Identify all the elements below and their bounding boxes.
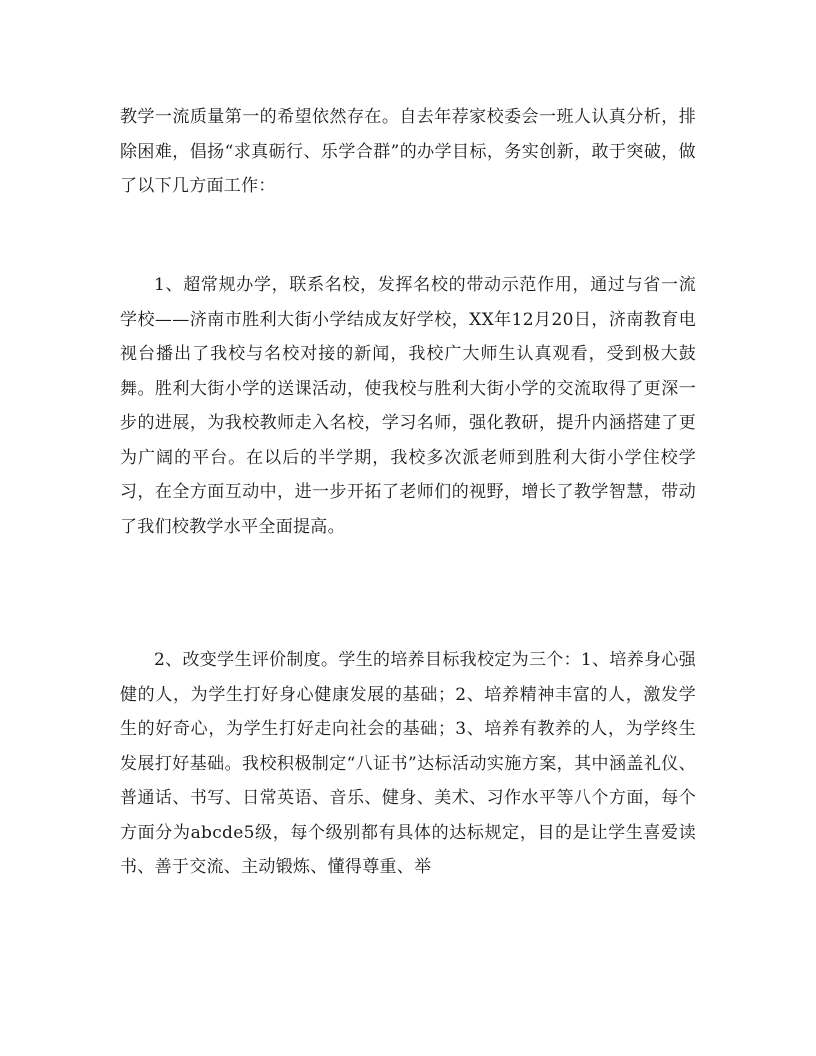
paragraph-item-1 <box>120 268 696 544</box>
paragraph-continuation <box>120 100 696 204</box>
paragraph-item-2 <box>120 643 696 885</box>
paragraph-text: 2、改变学生评价制度。学生的培养目标我校定为三个：1、培养身心强健的人，为学生打好身心健康发展的基础；2、培养精神丰富的人，激发学生的好奇心，为学生打好走向社会的基础；3、培养有教养的人，为学终生发展打好基础。我校积极制定“八证书”达标活动实施方案，其中涵盖礼仪、普通话、书写、日常英语、音乐、健身、美术、习作水平等八个方面，每个方面分为abcde5级，每个级别都有具体的达标规定，目的是让学生喜爱读书、善于交流、主动锻炼、懂得尊重、举 <box>120 650 696 877</box>
paragraph-text: 教学一流质量第一的希望依然存在。自去年荐家校委会一班人认真分析，排除困难，倡扬“求真砺行、乐学合群”的办学目标，务实创新，敢于突破，做了以下几方面工作： <box>120 107 696 196</box>
paragraph-text: 1、超常规办学，联系名校，发挥名校的带动示范作用，通过与省一流学校——济南市胜利大街小学结成友好学校，XX年12月20日，济南教育电视台播出了我校与名校对接的新闻，我校广大师生认真观看，受到极大鼓舞。胜利大街小学的送课活动，使我校与胜利大街小学的交流取得了更深一步的进展，为我校教师走入名校，学习名师，强化教研，提升内涵搭建了更为广阔的平台。在以后的半学期，我校多次派老师到胜利大街小学住校学习，在全方面互动中，进一步开拓了老师们的视野，增长了教学智慧，带动了我们校教学水平全面提高。 <box>120 275 696 537</box>
